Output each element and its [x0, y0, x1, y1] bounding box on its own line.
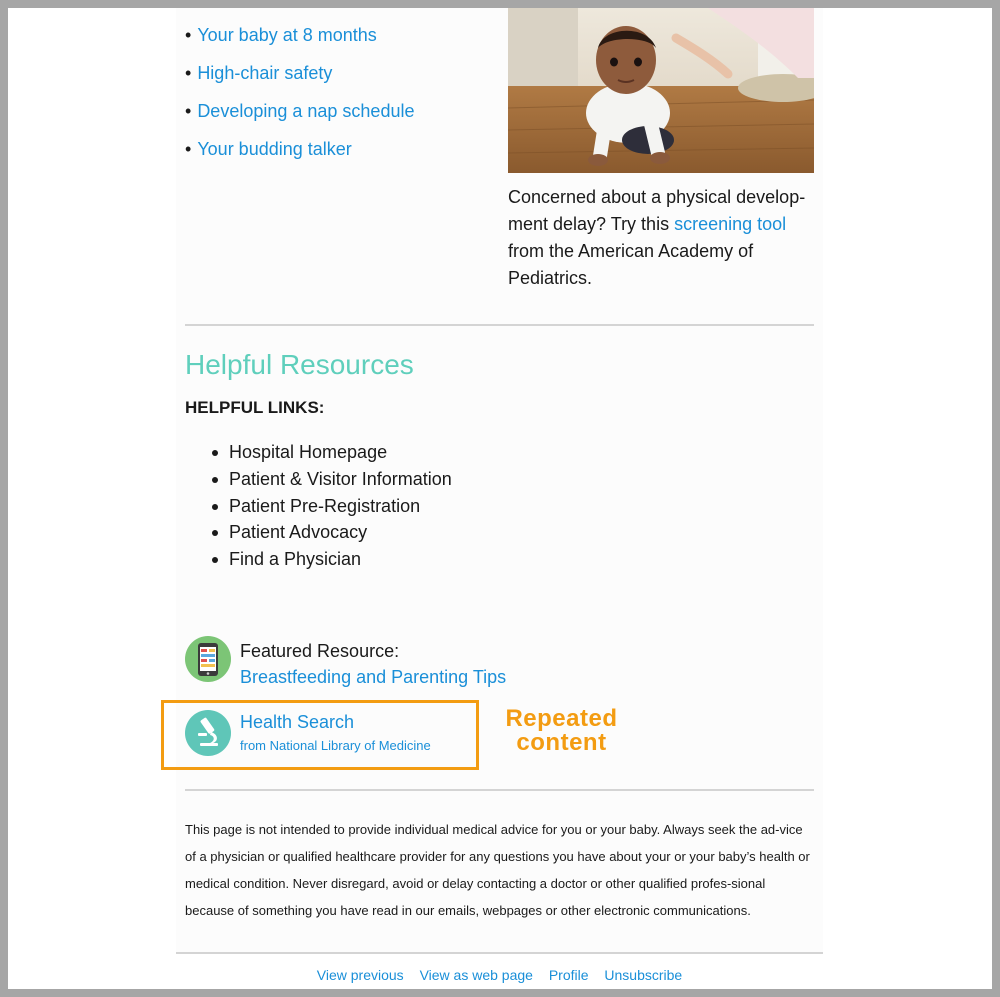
baby-crawling-photo [508, 8, 814, 173]
divider [185, 324, 814, 326]
article-link[interactable]: Developing a nap schedule [197, 101, 415, 121]
helpful-link[interactable]: Patient & Visitor Information [229, 466, 452, 493]
annotation-line: Repeated [505, 705, 618, 732]
profile-link[interactable]: Profile [548, 967, 589, 983]
mobile-tips-icon [185, 636, 231, 682]
list-item: • Your baby at 8 months [185, 25, 377, 45]
featured-label: Featured Resource: [240, 641, 400, 661]
helpful-link[interactable]: Patient Pre-Registration [229, 493, 452, 520]
footer-divider [176, 952, 823, 954]
caption-text: Concerned about a physical develop-ment delay? Try this [508, 187, 806, 234]
medical-disclaimer: This page is not intended to provide individual medical advice for you or your baby. Always seek the ad-vice of a physician or qualified healthcare provider for any questions you have about your or your baby’s health or medical condition. Never disregard, avoid or delay contacting a doctor or other qualified profes-sional because of something you have read in our emails, webpages or other electronic communications. [185, 822, 810, 918]
screening-tool-link[interactable]: screening tool [674, 214, 787, 234]
article-link[interactable]: High-chair safety [197, 63, 333, 83]
photo-caption [508, 184, 814, 292]
list-item: • High-chair safety [185, 63, 333, 83]
list-item: • Developing a nap schedule [185, 101, 415, 121]
view-as-web-page-link[interactable]: View as web page [419, 967, 533, 983]
helpful-links-list [229, 439, 452, 573]
helpful-link[interactable]: Hospital Homepage [229, 439, 452, 466]
article-link[interactable]: Your budding talker [197, 139, 352, 159]
microscope-icon [185, 710, 231, 756]
divider [185, 789, 814, 791]
list-item: • Your budding talker [185, 139, 352, 159]
annotation-line: content [516, 729, 607, 756]
footer-links [176, 964, 823, 986]
featured-resource-link[interactable]: Breastfeeding and Parenting Tips [240, 667, 507, 687]
view-previous-link[interactable]: View previous [316, 967, 404, 983]
related-articles-list [185, 16, 414, 168]
caption-text-end: from the American Academy of Pediatrics. [508, 241, 754, 288]
health-search-source-link[interactable]: from National Library of Medicine [240, 738, 431, 753]
health-search-link[interactable]: Health Search [240, 712, 355, 732]
links-heading: HELPFUL LINKS: [185, 398, 325, 417]
repeated-content-annotation [495, 707, 628, 755]
helpful-link[interactable]: Patient Advocacy [229, 519, 452, 546]
unsubscribe-link[interactable]: Unsubscribe [604, 967, 683, 983]
helpful-link[interactable]: Find a Physician [229, 546, 452, 573]
section-title: Helpful Resources [185, 349, 414, 380]
article-link[interactable]: Your baby at 8 months [197, 25, 377, 45]
